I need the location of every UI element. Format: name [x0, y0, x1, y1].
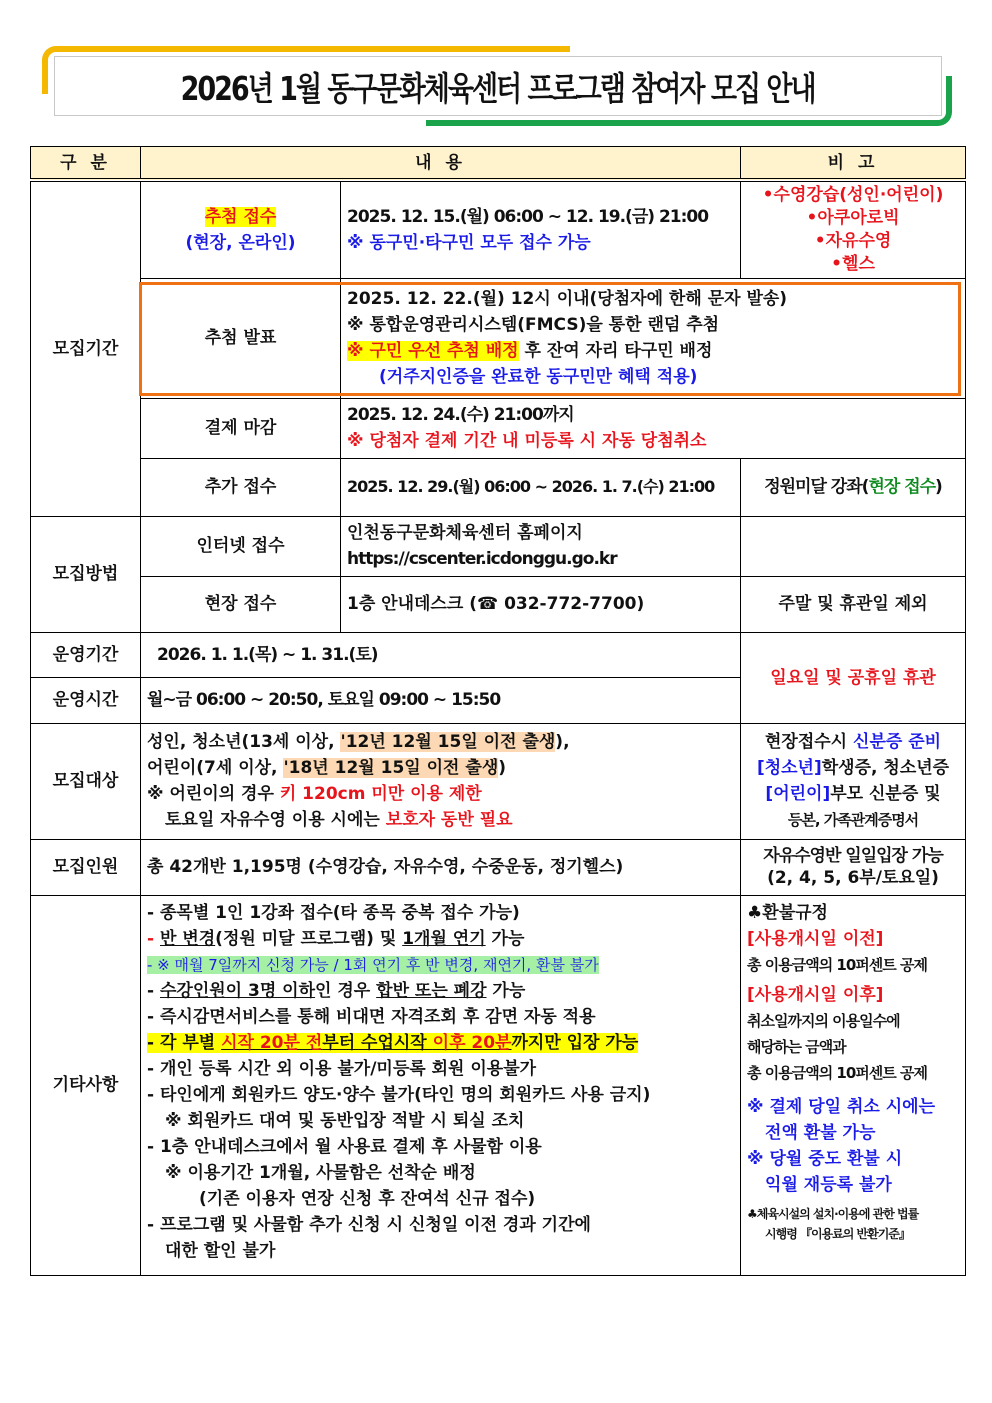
- additional-apply-dates: 2025. 12. 29.(월) 06:00 ~ 2026. 1. 7.(수) 21:00: [341, 458, 741, 516]
- daily-entry-note: 자유수영반 일일입장 가능: [763, 846, 943, 866]
- capacity-note: [741, 839, 966, 895]
- etc-item: - 종목별 1인 1강좌 접수(타 종목 중복 접수 가능): [147, 902, 520, 923]
- operation-period-value: 2026. 1. 1.(목) ~ 1. 31.(토): [141, 632, 741, 677]
- text: 인 경우: [315, 980, 377, 1001]
- etc-content: [141, 895, 741, 1275]
- homepage-name: 인천동구문화체육센터 홈페이지: [347, 523, 583, 543]
- refund-after-text: 해당하는 금액과: [747, 1037, 846, 1056]
- midmonth-refund: 익월 재등록 불가: [765, 1174, 892, 1195]
- recruit-period-label: 모집기간: [31, 180, 141, 516]
- text: ※ 어린이의 경우: [147, 784, 280, 804]
- height-limit-warning: 키 120cm 미만 이용 제한: [279, 784, 482, 804]
- etc-item: [147, 926, 734, 952]
- note-item: •수영강습(성인·어린이): [762, 184, 944, 205]
- entry-start: 시작 20분 전: [221, 1032, 323, 1053]
- header-note: 비 고: [741, 147, 966, 181]
- operation-hours-label: 운영시간: [31, 677, 141, 723]
- announce-line3: [347, 338, 959, 364]
- note-item: •자유수영: [814, 230, 892, 251]
- desk-location: 1층 안내데스크 (: [347, 594, 477, 614]
- lottery-apply-dates: 2025. 12. 15.(월) 06:00 ~ 12. 19.(금) 21:00: [347, 206, 709, 227]
- info-table: [30, 146, 966, 1276]
- text: 환불규정: [762, 902, 828, 923]
- etc-item: ※ 회원카드 대여 및 동반입장 적발 시 퇴실 조치: [165, 1110, 525, 1131]
- etc-item: - 타인에게 회원카드 양도·양수 불가(타인 명의 회원카드 사용 금지): [147, 1084, 651, 1105]
- merge-or-cancel: 합반 또는 폐강: [376, 980, 487, 1001]
- onsite-apply-content: [341, 576, 741, 632]
- homepage-url[interactable]: https://cscenter.icdonggu.go.kr: [347, 549, 617, 569]
- text: 어린이(7세 이상,: [147, 758, 284, 778]
- row-lottery-announce: [31, 278, 966, 398]
- priority-highlight: ※ 구민 우선 추첨 배정: [347, 341, 519, 361]
- etc-item: [147, 1030, 734, 1056]
- birth-cutoff-teen: '12년 12월 15일 이전 출생: [340, 732, 556, 752]
- operation-note: 일요일 및 공휴일 휴관: [741, 632, 966, 723]
- row-etc: [31, 895, 966, 1275]
- target-guardian: [147, 807, 734, 833]
- etc-item: [147, 978, 734, 1004]
- refund-before-label: [사용개시일 이전]: [747, 928, 884, 949]
- announce-line3-rest: 후 잔여 자리 타구민 배정: [518, 341, 713, 361]
- header-row: [31, 147, 966, 181]
- lottery-announce-content: [341, 278, 966, 398]
- teen-tag: [청소년]: [756, 758, 822, 778]
- law-reference: 시행령 『이용료의 반환기준』: [765, 1226, 910, 1241]
- id-note: [747, 729, 959, 755]
- payment-deadline-date: 2025. 12. 24.(수) 21:00까지: [347, 405, 574, 425]
- child-docs: [747, 781, 959, 807]
- internet-apply-label: 인터넷 접수: [141, 516, 341, 576]
- daily-entry-sessions: (2, 4, 5, 6부/토요일): [767, 868, 939, 888]
- additional-apply-label: 추가 접수: [141, 458, 341, 516]
- target-note: [741, 723, 966, 839]
- row-operation-period: [31, 632, 966, 677]
- same-day-refund: ※ 결제 당일 취소 시에는: [747, 1096, 936, 1117]
- payment-deadline-label: 결제 마감: [141, 398, 341, 458]
- page-title: 2026년 1월 동구문화체육센터 프로그램 참여자 모집 안내: [180, 68, 816, 108]
- etc-item: [147, 952, 734, 978]
- header-category: 구 분: [31, 147, 141, 181]
- refund-after-label: [사용개시일 이후]: [747, 984, 884, 1005]
- family-docs: 등본, 가족관계증명서: [787, 811, 919, 829]
- text: 학생증, 청소년증: [821, 758, 950, 778]
- lottery-apply-sub: (현장, 온라인): [185, 232, 296, 253]
- target-content: [141, 723, 741, 839]
- etc-item: - 1층 안내데스크에서 월 사용료 결제 후 사물함 이용: [147, 1136, 542, 1157]
- lottery-apply-eligibility: ※ 동구민·타구민 모두 접수 가능: [347, 232, 591, 253]
- text: 토요일 자유수영 이용 시에는: [165, 810, 386, 830]
- note-item: •아쿠아로빅: [806, 207, 900, 228]
- note-prefix: 정원미달 강좌(: [764, 477, 869, 497]
- lottery-apply-note: [741, 180, 966, 278]
- text: (정원 미달 프로그램) 및: [215, 928, 403, 949]
- refund-title: [747, 900, 959, 926]
- announce-line2: ※ 통합운영관리시스템(FMCS)을 통한 랜덤 추첨: [347, 315, 720, 335]
- etc-item: ※ 이용기간 1개월, 사물함은 선착순 배정: [165, 1162, 476, 1183]
- operation-hours-value: 월~금 06:00 ~ 20:50, 토요일 09:00 ~ 15:50: [141, 677, 741, 723]
- same-day-refund: 전액 환불 가능: [765, 1122, 876, 1143]
- etc-item: - 프로그램 및 사물함 추가 신청 시 신청일 이전 경과 기간에: [147, 1214, 591, 1235]
- header-content: 내 용: [141, 147, 741, 181]
- text: ),: [555, 732, 570, 752]
- child-tag: [어린이]: [765, 784, 831, 804]
- row-capacity: [31, 839, 966, 895]
- min-enrollment: 수강인원이 3명 이하: [159, 980, 316, 1001]
- etc-note: [741, 895, 966, 1275]
- phone-icon: ☎: [476, 594, 499, 614]
- etc-item: - 개인 등록 시간 외 이용 불가/미등록 회원 이용불가: [147, 1058, 537, 1079]
- text: 까지만 입장 가능: [511, 1032, 639, 1053]
- text: 부터 수업시작: [322, 1032, 433, 1053]
- etc-item: (기존 이용자 연장 신청 후 잔여석 신규 접수): [199, 1188, 536, 1209]
- row-internet-apply: [31, 516, 966, 576]
- refund-after-text: 취소일까지의 이용일수에: [747, 1011, 900, 1030]
- text: 가능: [486, 980, 526, 1001]
- text: - 각 부별: [147, 1032, 222, 1053]
- target-child: [147, 755, 734, 781]
- teen-docs: [747, 755, 959, 781]
- title-box: [54, 56, 942, 116]
- etc-item: 대한 할인 불가: [165, 1240, 276, 1261]
- guardian-required: 보호자 동반 필요: [385, 810, 513, 830]
- class-change: 반 변경: [159, 928, 216, 949]
- internet-apply-content: [341, 516, 741, 576]
- capacity-value: 총 42개반 1,195명 (수영강습, 자유수영, 수중운동, 정기헬스): [141, 839, 741, 895]
- row-onsite-apply: [31, 576, 966, 632]
- dash: -: [147, 928, 160, 949]
- postpone: 1개월 연기: [402, 928, 486, 949]
- lottery-announce-label: 추첨 발표: [141, 278, 341, 398]
- payment-deadline-warning: ※ 당첨자 결제 기간 내 미등록 시 자동 당첨취소: [347, 431, 707, 451]
- target-height-limit: [147, 781, 734, 807]
- announce-line4: (거주지인증을 완료한 동구민만 혜택 적용): [379, 367, 698, 387]
- id-required: 신분증 준비: [853, 732, 942, 752]
- phone-number: 032-772-7700): [498, 594, 645, 614]
- title-banner: [42, 46, 952, 126]
- note-onsite: 현장 접수: [868, 477, 936, 497]
- text: 성인, 청소년(13세 이상,: [147, 732, 341, 752]
- lottery-apply-label: 추첨 접수: [204, 206, 277, 227]
- target-label: 모집대상: [31, 723, 141, 839]
- capacity-label: 모집인원: [31, 839, 141, 895]
- etc-label: 기타사항: [31, 895, 141, 1275]
- onsite-apply-note: 주말 및 휴관일 제외: [741, 576, 966, 632]
- midmonth-refund: ※ 당월 중도 환불 시: [747, 1148, 903, 1169]
- internet-apply-note: [741, 516, 966, 576]
- refund-before-text: 총 이용금액의 10퍼센트 공제: [747, 955, 927, 974]
- note-suffix: ): [935, 477, 942, 497]
- lottery-apply-cell: [141, 180, 341, 278]
- target-adult-teen: [147, 729, 734, 755]
- law-reference: [747, 1204, 959, 1224]
- operation-period-label: 운영기간: [31, 632, 141, 677]
- postpone-rule: - ※ 매월 7일까지 신청 가능 / 1회 연기 후 반 변경, 재연기, 환불 불가: [147, 955, 599, 974]
- club-icon: ♣: [747, 902, 763, 923]
- club-icon: ♣: [747, 1206, 757, 1221]
- birth-cutoff-child: '18년 12월 15일 이전 출생: [283, 758, 499, 778]
- dash: -: [147, 980, 160, 1001]
- recruit-method-label: 모집방법: [31, 516, 141, 632]
- announce-line1: 2025. 12. 22.(월) 12시 이내(당첨자에 한해 문자 발송): [347, 289, 788, 309]
- etc-item: - 즉시감면서비스를 통해 비대면 자격조회 후 감면 자동 적용: [147, 1006, 596, 1027]
- additional-apply-note: [741, 458, 966, 516]
- text: 부모 신분증 및: [830, 784, 941, 804]
- row-lottery-apply: [31, 180, 966, 278]
- text: 현장접수시: [764, 732, 854, 752]
- row-additional-apply: [31, 458, 966, 516]
- text: 가능: [485, 928, 525, 949]
- lottery-apply-content: [341, 180, 741, 278]
- text: 체육시설의 설치·이용에 관한 법률: [756, 1206, 919, 1221]
- onsite-apply-label: 현장 접수: [141, 576, 341, 632]
- refund-after-text: 총 이용금액의 10퍼센트 공제: [747, 1063, 927, 1082]
- row-target: [31, 723, 966, 839]
- row-payment-deadline: [31, 398, 966, 458]
- note-item: •헬스: [831, 253, 875, 274]
- text: ): [498, 758, 507, 778]
- payment-deadline-content: [341, 398, 966, 458]
- entry-end: 이후 20분: [432, 1032, 512, 1053]
